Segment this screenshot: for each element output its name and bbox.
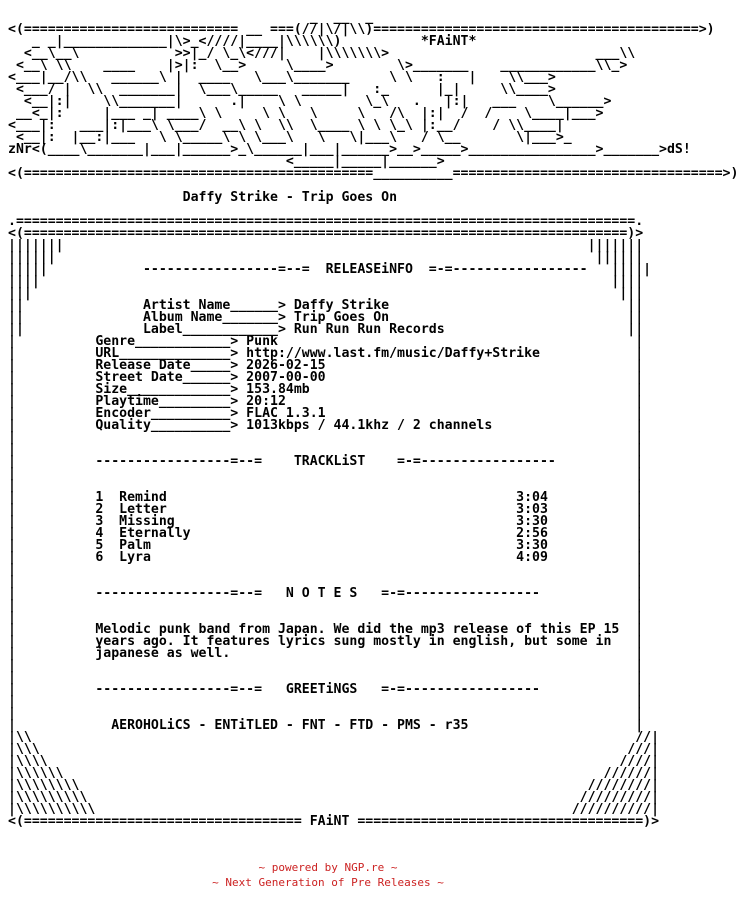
logo-line: <__\__\ >>|_/ \_\<///| |\\\\\\\> ___\\ — [23, 46, 636, 61]
frame-bottom-deco: |\\\\\\\\\ /////////| — [8, 790, 660, 805]
logo-line: <__|: |__:|___ \ \_____\ \ \___\ \ \|___\ / \__ \|___>_ — [15, 130, 572, 145]
logo-line: _ _|_____________|\>_<////|____|\\\\\\) *FAiNT* — [31, 34, 477, 49]
logo-line: <_____|_____|______> — [285, 154, 445, 169]
frame-top: <(============================================================================)> — [8, 226, 644, 241]
frame-row: |||||| |||||| — [8, 250, 644, 265]
logo-line: __<_|: |___ _| ____\ \ \ \ \ \ /\ |:| / / \____|___> — [15, 106, 604, 121]
release-info-row: | Street Date______> 2007-00-00 | — [8, 370, 644, 385]
logo-line: _ __ _ — [309, 10, 374, 25]
notes-line: | years ago. It features lyrics sung mostly in english, but some in | — [8, 634, 644, 649]
track-row: | 2 Letter 3:03 | — [8, 502, 644, 517]
track-row: | 5 Palm 3:30 | — [8, 538, 644, 553]
logo-line: <__|:| \\_______| .| \ \ \_\ . |:| ___ \______> — [23, 94, 612, 109]
scene-title: Daffy Strike - Trip Goes On — [182, 190, 398, 205]
frame-bottom: <(=================================== FAiNT ====================================)> — [8, 814, 660, 829]
frame-bottom-deco: |\\\ ///| — [8, 742, 660, 757]
notes-line: | japanese as well. | — [8, 646, 644, 661]
release-info-row: | Release Date_____> 2026-02-15 | — [8, 358, 644, 373]
release-info-row: || Label____________> Run Run Run Records || — [8, 322, 644, 337]
frame-row: | | — [8, 442, 644, 457]
frame-row: ||| ||| — [8, 286, 644, 301]
release-info-row: | Encoder__________> FLAC 1.3.1 | — [8, 406, 644, 421]
logo-line: <___/ | \\ _______| \___\_____ _____| :_ |_| \\____> — [15, 82, 556, 97]
track-row: | 6 Lyra 4:09 | — [8, 550, 644, 565]
frame-top: .==============================================================================. — [8, 214, 644, 229]
frame-row: |||| |||| — [8, 274, 644, 289]
section-releaseinfo: ||||| -----------------=--= RELEASEiNFO =-=----------------- ||||| — [8, 262, 652, 277]
frame-row: | | — [8, 706, 644, 721]
logo-line: <___|__/\\ ______\ | ____ \___\_______ \ \ : | \\___> — [8, 70, 556, 85]
release-info-row: | Genre____________> Punk | — [8, 334, 644, 349]
frame-row: | | — [8, 598, 644, 613]
frame-row: | | — [8, 562, 644, 577]
frame-row: | | — [8, 574, 644, 589]
section-notes: | -----------------=--= N O T E S =-=----------------- | — [8, 586, 644, 601]
release-info-row: || Album Name_______> Trip Goes On || — [8, 310, 644, 325]
frame-row: | | — [8, 694, 644, 709]
section-tracklist: | -----------------=--= TRACKLiST =-=----------------- | — [8, 454, 644, 469]
logo-line: <(============================================__________==================================>) — [8, 166, 738, 181]
frame-row: | | — [8, 478, 644, 493]
track-row: | 3 Missing 3:30 | — [8, 514, 644, 529]
logo-line: <___|: ___|:|___\ \___/ __\ \ \\ \____ \ \ \_\ |:__/ / \\____| — [8, 118, 564, 133]
frame-row: | | — [8, 670, 644, 685]
frame-row: | | — [8, 466, 644, 481]
notes-line: | Melodic punk band from Japan. We did the mp3 release of this EP 15 | — [8, 622, 644, 637]
release-info-row: | Quality__________> 1013kbps / 44.1khz / 2 channels | — [8, 418, 644, 433]
section-greetings: | -----------------=--= GREETiNGS =-=----------------- | — [8, 682, 644, 697]
release-info-row: | Size_____________> 153.84mb | — [8, 382, 644, 397]
logo-line: zNr<(____\_______|___|______>_\______|___|______>__>_____>________________>_______>dS! — [8, 142, 691, 157]
frame-row: | | — [8, 658, 644, 673]
release-info-row: | Playtime_________> 20:12 | — [8, 394, 644, 409]
track-row: | 1 Remind 3:04 | — [8, 490, 644, 505]
logo-line: <__\ \\ ____ |>|: \__> \____> \>_______ ____________\\_> — [15, 58, 628, 73]
frame-bottom-deco: |\\\\\\\\\\ //////////| — [8, 802, 660, 817]
release-info-row: || Artist Name______> Daffy Strike || — [8, 298, 644, 313]
track-row: | 4 Eternally 2:56 | — [8, 526, 644, 541]
frame-bottom-deco: |\\ //| — [8, 730, 660, 745]
logo-line: <(=========================== __ ===(//|\/|\\)=========================================>) — [8, 22, 715, 37]
nfo-text — [8, 12, 738, 828]
powered-by-text: ~ powered by NGP.re ~ — [258, 861, 398, 874]
page-footer — [0, 860, 656, 890]
frame-row: | | — [8, 430, 644, 445]
frame-bottom-deco: |\\\\\\\\ ////////| — [8, 778, 660, 793]
frame-bottom-deco: |\\\\\\ //////| — [8, 766, 660, 781]
frame-row: ||||||| ||||||| — [8, 238, 644, 253]
release-info-row: | URL______________> http://www.last.fm/music/Daffy+Strike | — [8, 346, 644, 361]
frame-bottom-deco: |\\\\ ////| — [8, 754, 660, 769]
tagline-text: ~ Next Generation of Pre Releases ~ — [212, 876, 444, 889]
greetings-line: | AEROHOLiCS - ENTiTLED - FNT - FTD - PMS - r35 | — [8, 718, 644, 733]
frame-row: | | — [8, 610, 644, 625]
